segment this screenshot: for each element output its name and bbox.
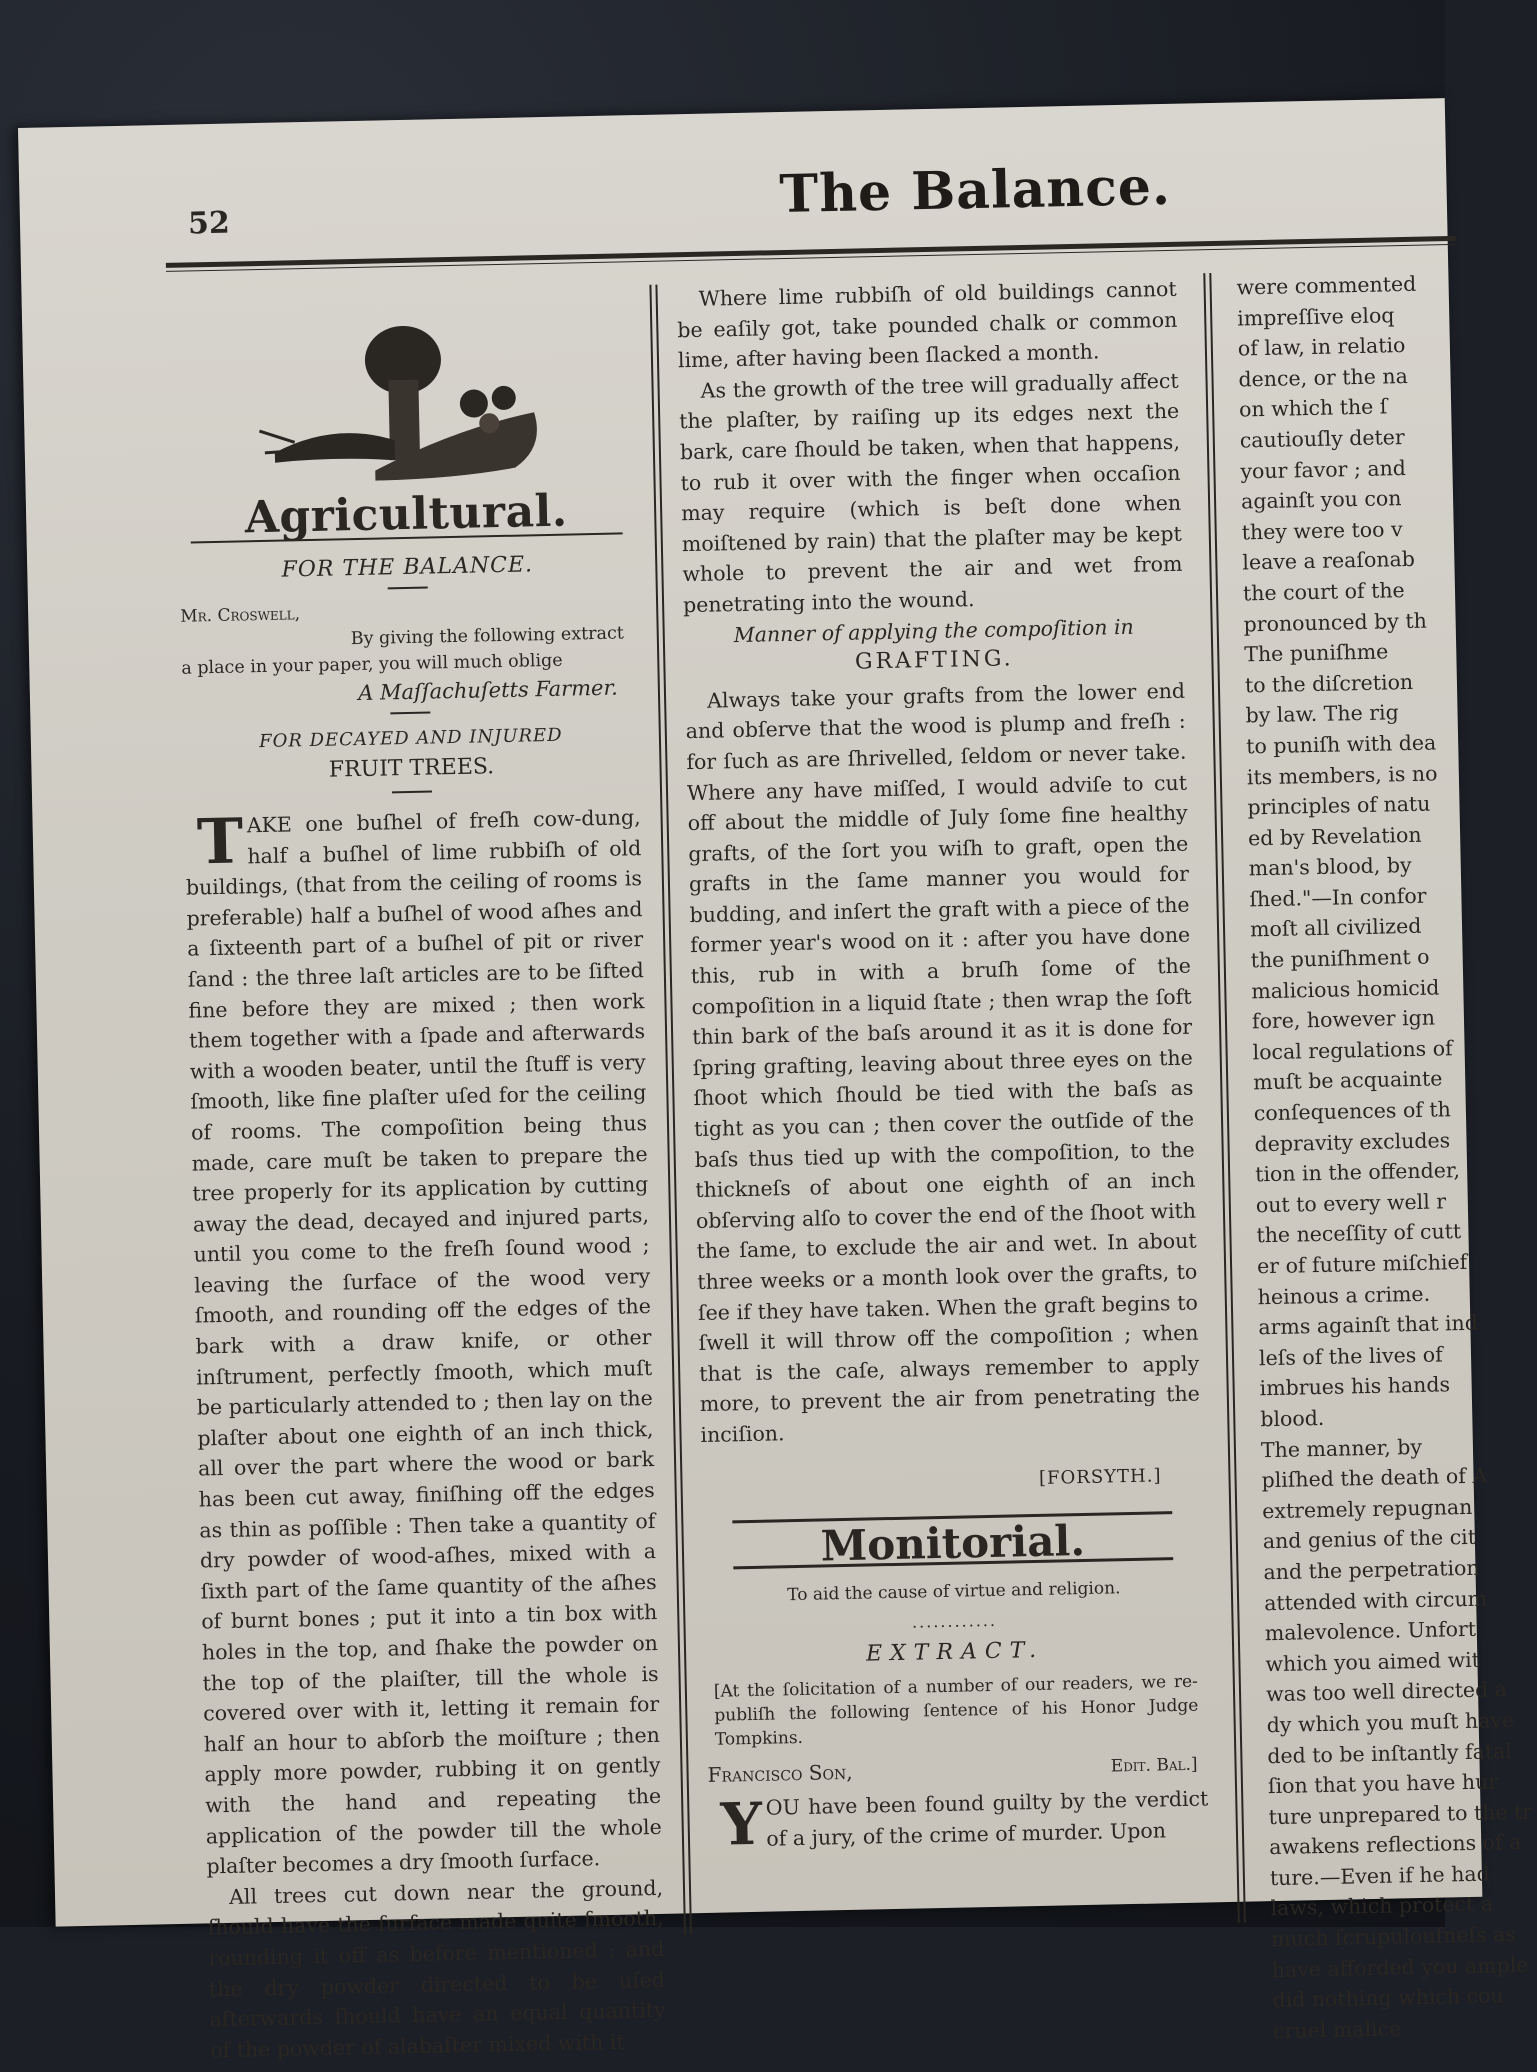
column-line: to the diſcretion	[1244, 669, 1414, 698]
column-line: extremely repugnan	[1261, 1494, 1473, 1523]
column-line: and genius of the cit	[1262, 1525, 1477, 1554]
column-line: did nothing which cou	[1272, 1983, 1504, 2013]
column-line: ded to be inſtantly fatal	[1267, 1738, 1513, 1768]
column-line: ſion that you have hur	[1267, 1769, 1499, 1799]
column-line: dy which you muſt have	[1266, 1707, 1515, 1738]
letter-line: By giving the following extract	[350, 623, 625, 650]
subhead-grafting: GRAFTING.	[854, 646, 1014, 675]
paragraph: Always take your grafts from the lower end and obſerve that the wood is plump and freſh : for ſuch as are ſhrivelled, ſeldom or never take. Where any have miſſed, I would adviſe to cut off about the middle of July ſome fine healthy grafts, of the ſort you wiſh to graft, open the grafts in the ſame manner you would for budding, and inſert the graft with a piece of the former year's wood on it : after you have done this, rub in with a bruſh ſome of the compoſition in a liquid ſtate ; then wrap the ſoft thin bark of the baſs around it as it is done for ſpring grafting, leaving about three eyes on the ſhoot which ſhould be tied with the baſs as tight as you can ; then cover the outſide of the baſs thus tied up with the compoſition, to the thickneſs of about one eighth of an inch obſerving alſo to cover the end of the ſhoot with the ſame, to exclude the air and wet. In about three weeks or a month look over the grafts, to ſee if they have taken. When the graft begins to ſwell it will throw off the compoſition ; when that is the caſe, always remember to apply more, to prevent the air from penetrating the inciſion.	[685, 678, 1201, 1447]
column-line: againſt you con	[1240, 486, 1402, 514]
column-line: local regulations of	[1252, 1036, 1453, 1065]
salutation: Mr. Croswell,	[180, 604, 301, 627]
column-line: blood.	[1260, 1405, 1325, 1432]
subhead-applying: Manner of applying the compoſition in	[733, 614, 1134, 647]
editor-note: [At the ſolicitation of a number of our readers, we re-publiſh the following ſentence of his Honor Judge Tompkins.	[713, 1671, 1199, 1750]
column-line: imbrues his hands	[1259, 1372, 1451, 1401]
column-line: cautiouſly deter	[1239, 424, 1405, 453]
column-line: ed by Revelation	[1247, 822, 1422, 851]
article-body-continued: All trees cut down near the ground, ſhould have the ſurface made quite ſmooth, rounding it off as before mentioned : and the dry powder directed to be uſed afterwards ſhould have an equal quantity of the powder of alabaſter mixed with it	[207, 1875, 666, 2063]
column-line: were commented	[1236, 271, 1417, 300]
header-rule	[166, 236, 1456, 268]
column-line: ture.—Even if he had	[1269, 1861, 1490, 1891]
short-rule	[388, 587, 428, 590]
column-line: laws, which protect a	[1270, 1891, 1494, 1921]
addressee: Francisco Son,	[707, 1759, 853, 1787]
column-line: malevolence. Unfort	[1264, 1616, 1477, 1646]
column-line: and the perpetration	[1263, 1555, 1480, 1585]
column-line: ture unprepared to the tr	[1268, 1799, 1533, 1829]
attribution: [FORSYTH.]	[1038, 1464, 1162, 1489]
column-line: er of future miſchief	[1256, 1249, 1468, 1279]
subhead-decayed: FOR DECAYED AND INJURED	[258, 724, 563, 752]
column-agricultural	[174, 285, 667, 2065]
column-sentence-continued	[1236, 268, 1533, 2047]
column-line: which you aimed wit	[1265, 1647, 1481, 1676]
column-line: out to every well r	[1255, 1189, 1447, 1218]
drop-cap: Y	[719, 1789, 763, 1859]
drop-cap: T	[196, 804, 244, 879]
column-line: was too well directed a	[1265, 1677, 1508, 1707]
letter-line: a place in your paper, you will much oblige	[181, 650, 563, 679]
sentence-body: OU have been found guilty by the verdict of a jury, of the crime of murder. Upon	[765, 1786, 1209, 1851]
column-line: dence, or the na	[1238, 363, 1409, 392]
column-line: leſs of the lives of	[1258, 1342, 1443, 1371]
column-line: your favor ; and	[1240, 455, 1407, 484]
column-line: malicious homicid	[1251, 975, 1440, 1004]
extract-heading: EXTRACT.	[865, 1637, 1045, 1667]
column-line: conſequences of th	[1253, 1097, 1452, 1126]
for-the-balance-heading: FOR THE BALANCE.	[281, 551, 534, 583]
column-line: man's blood, by	[1248, 853, 1412, 881]
column-line: ſhed."—In confor	[1249, 883, 1427, 912]
dotted-separator: ............	[911, 1611, 998, 1632]
column-line: have afforded you ample	[1271, 1952, 1529, 1982]
newspaper-page	[18, 98, 1533, 2063]
column-line: much ſcrupuloufneſs as	[1270, 1922, 1517, 1952]
editor-sign: Edit. Bal.]	[1110, 1754, 1198, 1777]
column-line: by law. The rig	[1245, 700, 1399, 728]
column-line: leave a reaſonab	[1242, 547, 1416, 575]
section-title-monitorial: Monitorial.	[820, 1516, 1086, 1571]
column-line: cruel malice	[1272, 2016, 1402, 2043]
column-line: heinous a crime.	[1257, 1281, 1431, 1309]
column-line: moſt all civilized	[1249, 914, 1422, 942]
column-line: the court of the	[1242, 578, 1405, 606]
column-line: pronounced by th	[1243, 608, 1428, 636]
column-line: the puniſhment o	[1250, 944, 1430, 973]
column-grafting	[676, 274, 1209, 1859]
column-rule	[1203, 273, 1240, 1923]
column-line: pliſhed the death of A	[1261, 1463, 1488, 1493]
paragraph: As the growth of the tree will gradually affect the plaſter, by raiſing up its edges next the bark, care ſhould be taken, when that happens, to rub it over with the finger when occaſion may require (which is beſt done when moiſtened by rain) that the plaſter may be kept whole to prevent the air and wet from penetrating into the wound.	[679, 368, 1183, 618]
column-line: principles of natu	[1247, 791, 1431, 820]
page-number: 52	[187, 205, 231, 242]
column-line: the neceſſity of cutt	[1256, 1219, 1462, 1248]
short-rule	[392, 790, 432, 793]
column-line: impreſſive eloq	[1236, 302, 1395, 331]
column-line: to puniſh with dea	[1245, 730, 1437, 759]
masthead-title: The Balance.	[778, 155, 1172, 226]
subhead-fruit-trees: FRUIT TREES.	[328, 754, 495, 784]
motto: To aid the cause of virtue and religion.	[787, 1577, 1121, 1605]
paragraph: Where lime rubbiſh of old buildings cannot be eaſily got, take pounded chalk or common lime, after having been ſlacked a month.	[677, 276, 1178, 373]
column-rule	[1209, 273, 1246, 1923]
article-body: AKE one buſhel of freſh cow-dung, half a buſhel of lime rubbiſh of old buildings, (that from the ceiling of rooms is preferable) half a buſhel of wood aſhes and a ſixteenth part of a buſhel of pit or river ſand : the three laſt articles are to be ſifted fine before they are mixed ; then work them together with a ſpade and afterwards with a wooden beater, until the ſtuff is very ſmooth, like fine plaſter uſed for the ceiling of rooms. The compoſition being thus made, care muſt be taken to prepare the tree properly for its application by cutting away the dead, decayed and injured parts, until you come to the freſh ſound wood ; leaving the ſurface of the wood very ſmooth, and rounding off the edges of the bark with a draw knife, or other inſtrument, perfectly ſmooth, which muſt be particularly attended to ; then lay on the plaſter about one eighth of an inch thick, all over the part where the wood or bark has been cut away, finiſhing off the edges as thin as poſſible : Then take a quantity of dry powder of wood-aſhes, mixed with a ſixth part of the ſame quantity of the aſhes of burnt bones ; put it into a tin box with holes in the top, and ſhake the powder on the top of the plaiſter, till the whole is covered over with it, letting it remain for half an hour to abſorb the moiſture ; then apply more powder, rubbing it on gently with the hand and repeating the application of the powder till the whole plaſter becomes a dry ſmooth ſurface.	[185, 805, 662, 1879]
column-line: they were too v	[1241, 516, 1403, 545]
signature: A Maſſachuſetts Farmer.	[357, 675, 619, 706]
column-line: muſt be acquainte	[1253, 1066, 1443, 1095]
column-line: awakens reflections of a	[1269, 1830, 1522, 1860]
column-line: on which the ſ	[1238, 394, 1388, 422]
column-line: tion in the offender,	[1254, 1158, 1461, 1187]
wheat-sheaf-cornucopia-icon	[252, 317, 555, 493]
short-rule	[390, 711, 430, 714]
column-line: arms againſt that ind	[1258, 1310, 1479, 1340]
column-line: depravity excludes	[1254, 1127, 1451, 1156]
column-line: attended with circum	[1263, 1586, 1488, 1615]
column-line: The manner, by	[1260, 1434, 1423, 1462]
column-line: fore, however ign	[1251, 1005, 1436, 1034]
column-line: of law, in relatio	[1237, 333, 1406, 361]
column-line: its members, is no	[1246, 760, 1438, 789]
column-line: The puniſhme	[1244, 639, 1389, 667]
section-title-agricultural: Agricultural.	[244, 485, 569, 544]
